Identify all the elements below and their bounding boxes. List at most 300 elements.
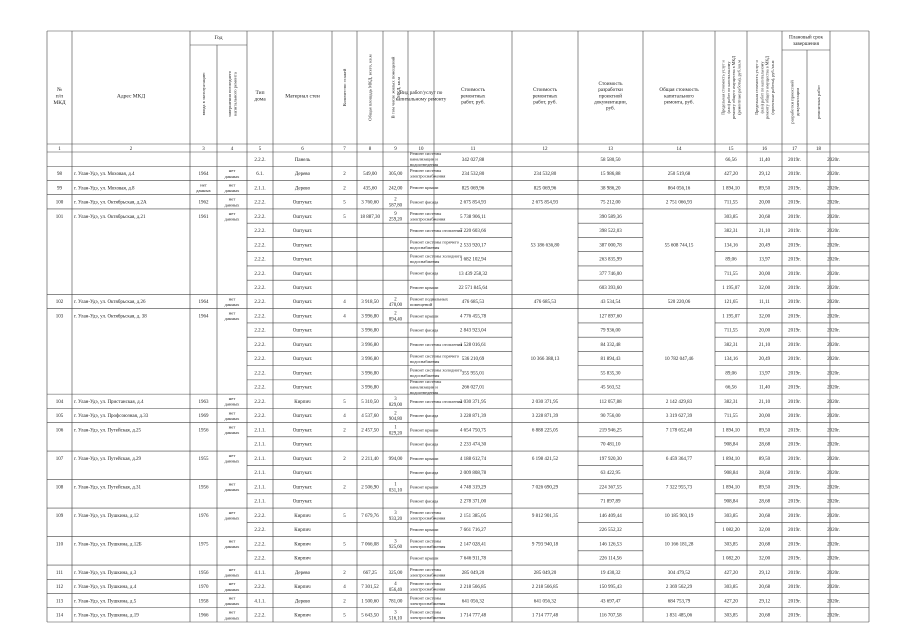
- row-year-built: 1956: [198, 570, 209, 576]
- row-year-repair: нет данных: [224, 595, 240, 607]
- row-address: г. Улан-Удэ, ул. Пушкина, д.19: [74, 613, 139, 619]
- row-area: 3 996,80: [361, 385, 379, 391]
- row-cost: 1 714 777,48: [459, 613, 487, 619]
- row-deadline-repair: 2020г.: [827, 442, 840, 448]
- row-area: 5 643,50: [361, 613, 379, 619]
- row-wall: Оштукат.: [292, 428, 313, 434]
- row-year-repair: нет данных: [224, 609, 240, 621]
- row-limit-project: 20,00: [758, 328, 771, 334]
- row-deadline-repair: 2020г.: [827, 200, 840, 206]
- row-living-area: 994,00: [388, 456, 403, 462]
- row-work-type: Ремонт системы горячего водоснабжения: [410, 239, 459, 250]
- row-floors: 2: [343, 186, 346, 192]
- row-area: 7 679,76: [361, 513, 379, 519]
- column-number: 1: [58, 147, 61, 152]
- row-area: 2 506,90: [361, 485, 379, 491]
- row-house-type: 2.2.2.: [254, 271, 266, 277]
- row-limit-project: 20,68: [758, 513, 771, 519]
- row-floors: 5: [343, 542, 346, 548]
- row-limit-repair: 1 894,10: [722, 186, 740, 192]
- row-work-type: Ремонт системы электроснабжения: [410, 609, 446, 621]
- header-year-repair-line: капитального ремонта: [232, 72, 238, 116]
- row-work-type: Ремонт фасада: [410, 441, 439, 447]
- row-wall: Оштукат.: [292, 342, 313, 348]
- row-address: г. Улан-Удэ, ул. Профсоюзная, д.33: [74, 414, 149, 420]
- row-area: 7 301,52: [361, 585, 379, 591]
- row-limit-project: 89,50: [758, 485, 771, 491]
- row-deadline-project: 2019г.: [788, 200, 801, 206]
- row-cost: 2 151 385,05: [459, 513, 487, 519]
- header-deadline-project-line: документации: [794, 88, 800, 116]
- row-work-type: Ремонт системы холодного водоснабжения: [410, 253, 462, 265]
- row-project-cost: 15 986,88: [600, 172, 621, 178]
- row-work-type: Ремонт крыши: [410, 427, 439, 433]
- row-number: 113: [55, 599, 64, 605]
- row-overall: 2 142 429,83: [665, 399, 693, 405]
- row-year-built: 1975: [198, 542, 209, 548]
- row-limit-repair: 303,85: [724, 585, 738, 591]
- row-number: 114: [55, 613, 64, 619]
- row-project-cost: 146 126,53: [599, 542, 622, 548]
- row-cost: 536 210,69: [461, 357, 485, 363]
- row-year-built: 1963: [198, 399, 209, 405]
- row-cost-total: 6 888 225,05: [531, 428, 559, 434]
- row-house-type: 2.2.2.: [254, 286, 266, 292]
- header-limit-project-line: (или) работ по капитальному: [759, 61, 765, 114]
- row-living-area: 3 516,10: [388, 610, 403, 622]
- row-deadline-repair: 2020г.: [827, 243, 840, 249]
- header-cost-total: Стоимость ремонтных работ, руб.: [532, 87, 558, 106]
- row-limit-repair: 427,20: [724, 172, 738, 178]
- row-year-built: 1956: [198, 428, 209, 434]
- row-number: 111: [55, 570, 64, 576]
- row-overall: 304 479,52: [667, 570, 691, 576]
- row-year-built: 1976: [198, 513, 209, 519]
- header-wall: Материал стен: [285, 93, 320, 100]
- row-cost: 355 955,01: [461, 371, 485, 377]
- row-limit-repair: 303,85: [724, 542, 738, 548]
- header-year-repair-line: завершения последнего: [226, 70, 232, 118]
- row-cost-total: 2 030 371,95: [531, 399, 559, 405]
- header-living-area: [390, 56, 402, 118]
- row-area: 4 537,60: [361, 414, 379, 420]
- row-overall: 684 753,79: [667, 599, 691, 605]
- row-limit-repair: 1 894,10: [722, 428, 740, 434]
- row-wall: Панель: [294, 157, 311, 163]
- row-work-type: Ремонт крыши: [410, 526, 439, 532]
- row-number: 102: [55, 300, 64, 306]
- row-limit-repair: 382,31: [724, 399, 738, 405]
- row-house-type: 2.2.2.: [254, 371, 266, 377]
- row-limit-project: 20,68: [758, 585, 771, 591]
- row-number: 99: [57, 186, 62, 192]
- row-cost: 342 027,88: [461, 157, 485, 163]
- row-year-repair: нет данных: [224, 210, 240, 222]
- row-area: 549,00: [363, 172, 377, 178]
- row-house-type: 2.1.1.: [254, 456, 266, 462]
- row-deadline-project: 2019г.: [788, 172, 801, 178]
- row-floors: 2: [343, 428, 346, 434]
- row-limit-project: 28,68: [758, 471, 771, 477]
- row-area: 7 066,08: [361, 542, 379, 548]
- row-deadline-project: 2019г.: [788, 556, 801, 562]
- row-number: 110: [55, 542, 64, 548]
- row-work-type: Ремонт системы канализации и водоотведения: [410, 151, 442, 168]
- row-deadline-repair: 2020г.: [827, 328, 840, 334]
- row-wall: Оштукат.: [292, 257, 313, 263]
- column-number: 2: [129, 147, 133, 152]
- row-address: г. Улан-Удэ, ул. Октябрьская, д. 38: [74, 314, 147, 320]
- row-deadline-repair: 2020г.: [827, 186, 840, 192]
- row-address: г. Улан-Удэ, ул. Октябрьская, д.26: [74, 300, 146, 306]
- row-work-type: Ремонт системы электроснабжения: [410, 510, 446, 521]
- row-cost: 234 532,80: [461, 172, 485, 178]
- header-year-built-line: ввода в эксплуатацию: [201, 72, 207, 116]
- row-limit-project: 29,12: [758, 172, 771, 178]
- row-house-type: 4.1.1.: [254, 599, 266, 605]
- row-deadline-project: 2019г.: [788, 357, 801, 363]
- row-cost-total: 825 069,96: [533, 186, 557, 192]
- row-overall: 10 166 181,28: [664, 542, 694, 548]
- row-floors: 2: [343, 485, 346, 491]
- header-project-cost: Стоимость разработки проектной документации, руб.: [594, 80, 627, 112]
- row-work-type: Ремонт системы электроснабжения: [410, 538, 446, 549]
- row-project-cost: 75 212,00: [600, 200, 621, 206]
- row-address: г. Улан-Удэ, ул. Пушкина, д.12Б: [74, 542, 142, 548]
- row-cost: 13 439 258,32: [458, 271, 488, 277]
- row-wall: Оштукат.: [292, 243, 313, 249]
- row-deadline-project: 2019г.: [788, 414, 801, 420]
- row-overall: 7 178 652,40: [665, 428, 693, 434]
- row-work-type: Ремонт фасада: [410, 327, 439, 333]
- row-address: г. Улан-Удэ, ул. Октябрьская, д.21: [74, 214, 146, 220]
- row-house-type: 2.2.2.: [254, 513, 266, 519]
- row-limit-repair: 711,55: [724, 328, 738, 334]
- row-year-built: нет данных: [196, 182, 211, 194]
- row-deadline-repair: 2020г.: [827, 613, 840, 619]
- row-deadline-project: 2019г.: [788, 157, 801, 163]
- row-cost: 2 233 474,30: [459, 442, 487, 448]
- row-work-type: Ремонт фасада: [410, 413, 439, 419]
- header-limit-repair-line: ремонту общего имущества в МКД: [731, 56, 737, 119]
- row-project-cost: 150 995,43: [599, 585, 622, 591]
- row-limit-project: 20,68: [758, 613, 771, 619]
- row-address: г. Улан-Удэ, ул. Пушкина, д.12: [74, 513, 139, 519]
- row-year-repair: нет данных: [224, 168, 240, 179]
- row-limit-repair: 908,84: [724, 442, 738, 448]
- row-house-type: 2.2.2.: [254, 357, 266, 363]
- row-project-cost: 116 707,58: [599, 613, 622, 619]
- row-wall: Кирпич: [294, 585, 311, 591]
- row-house-type: 2.2.2.: [254, 542, 266, 548]
- row-deadline-project: 2019г.: [788, 342, 801, 348]
- row-project-cost: 224 367,55: [599, 485, 622, 491]
- row-floors: 5: [343, 200, 346, 206]
- row-year-built: 1970: [198, 585, 209, 591]
- row-deadline-repair: 2020г.: [827, 271, 840, 277]
- row-limit-project: 21,10: [758, 399, 771, 405]
- row-address: г. Улан-Удэ, ул. Октябрьская, д.2А: [74, 200, 147, 206]
- row-house-type: 2.2.2.: [254, 528, 266, 534]
- row-project-cost: 146 409,44: [599, 513, 622, 519]
- row-deadline-repair: 2020г.: [827, 157, 840, 163]
- row-limit-project: 21,10: [758, 229, 771, 235]
- row-area: 3 918,50: [361, 300, 379, 306]
- row-cost: 285 049,20: [461, 570, 485, 576]
- row-project-cost: 603 393,60: [599, 286, 622, 292]
- row-floors: 2: [343, 570, 346, 576]
- row-limit-repair: 1 195,07: [722, 286, 740, 292]
- row-deadline-project: 2019г.: [788, 371, 801, 377]
- column-number: 17: [792, 147, 797, 152]
- row-work-type: Ремонт системы канализации и водоотведения: [410, 379, 442, 396]
- row-cost-total: 2 675 854,93: [531, 200, 559, 206]
- row-work-type: Ремонт крыши: [410, 185, 439, 191]
- row-house-type: 4.1.1.: [254, 570, 266, 576]
- row-limit-project: 89,50: [758, 428, 771, 434]
- row-wall: Оштукат.: [292, 200, 313, 206]
- row-cost: 266 027,01: [461, 385, 485, 391]
- row-wall: Оштукат.: [292, 214, 313, 220]
- row-work-type: Ремонт системы электроснабжения: [410, 581, 446, 592]
- row-house-type: 2.1.1.: [254, 442, 266, 448]
- row-project-cost: 127 897,60: [599, 314, 622, 320]
- column-number: 16: [762, 147, 767, 152]
- row-work-type: Ремонт системы электроснабжения: [410, 210, 446, 222]
- row-work-type: Ремонт крыши: [410, 555, 439, 561]
- row-area: 2 457,50: [361, 428, 379, 434]
- row-cost-total: 2 218 566,85: [531, 585, 559, 591]
- row-wall: Оштукат.: [292, 471, 313, 477]
- header-year: Год: [214, 35, 223, 41]
- row-deadline-project: 2019г.: [788, 243, 801, 249]
- row-living-area: 242,00: [388, 186, 403, 192]
- column-number: 4: [230, 147, 234, 152]
- row-area: 5 310,50: [361, 399, 379, 405]
- row-wall: Кирпич: [294, 399, 311, 405]
- row-wall: Оштукат.: [292, 300, 313, 306]
- row-work-type: Ремонт системы электроснабжения: [410, 168, 446, 179]
- row-address: г. Улан-Удэ, ул. Моховая, д.4: [74, 172, 135, 178]
- row-deadline-repair: 2020г.: [827, 314, 840, 320]
- row-area: 3 996,80: [361, 342, 379, 348]
- row-wall: Оштукат.: [292, 328, 313, 334]
- row-cost: 7 661 716,27: [459, 528, 487, 534]
- row-house-type: 2.2.2.: [254, 399, 266, 405]
- table-grid: [47, 31, 869, 622]
- row-wall: Оштукат.: [292, 371, 313, 377]
- row-year-built: 1958: [198, 599, 209, 605]
- row-project-cost: 70 481,10: [600, 442, 621, 448]
- row-house-type: 2.2.2.: [254, 385, 266, 391]
- row-year-built: 1961: [198, 214, 209, 220]
- row-project-cost: 398 522,03: [599, 229, 622, 235]
- row-deadline-repair: 2020г.: [827, 172, 840, 178]
- row-house-type: 2.2.2.: [254, 314, 266, 320]
- row-limit-project: 21,10: [758, 342, 771, 348]
- row-area: 1 500,60: [361, 599, 379, 605]
- row-project-cost: 377 746,00: [599, 271, 622, 277]
- header-limit-project-line: (проектные работы), руб./кв.м: [769, 60, 775, 115]
- row-project-cost: 71 897,89: [600, 499, 621, 505]
- row-limit-repair: 1 082,20: [722, 556, 740, 562]
- row-deadline-project: 2019г.: [788, 585, 801, 591]
- row-limit-project: 20,68: [758, 542, 771, 548]
- header-year-repair: [227, 70, 238, 117]
- column-number: 18: [816, 147, 821, 152]
- row-area: 18 887,30: [360, 214, 380, 220]
- row-deadline-project: 2019г.: [788, 456, 801, 462]
- row-floors: 4: [343, 414, 346, 420]
- row-project-cost: 84 332,48: [600, 342, 621, 348]
- row-deadline-repair: 2020г.: [827, 257, 840, 263]
- row-cost-total: 3 228 871,39: [531, 414, 559, 420]
- row-limit-repair: 711,55: [724, 200, 738, 206]
- row-deadline-project: 2019г.: [788, 300, 801, 306]
- row-number: 103: [55, 314, 64, 320]
- row-deadline-project: 2019г.: [788, 442, 801, 448]
- row-living-area: 305,00: [388, 172, 403, 178]
- row-house-type: 2.2.2.: [254, 214, 266, 220]
- row-limit-repair: 66,56: [725, 385, 737, 391]
- row-living-area: 3 829,00: [388, 397, 403, 408]
- row-deadline-repair: 2020г.: [827, 513, 840, 519]
- row-wall: Оштукат.: [292, 357, 313, 363]
- row-cost: 4 748 319,29: [459, 485, 487, 491]
- column-number: 12: [542, 147, 548, 152]
- row-cost-total: 7 026 690,29: [531, 485, 559, 491]
- row-limit-project: 11,11: [759, 300, 770, 306]
- row-floors: 4: [343, 300, 346, 306]
- row-house-type: 2.2.2.: [254, 585, 266, 591]
- row-overall: 520 220,06: [667, 300, 691, 306]
- row-address: г. Улан-Удэ, ул. Путейская, д.29: [74, 456, 142, 462]
- row-living-area: 2 894,40: [388, 311, 403, 323]
- row-deadline-repair: 2020г.: [827, 428, 840, 434]
- row-limit-project: 20,00: [758, 414, 771, 420]
- row-limit-project: 32,00: [758, 314, 771, 320]
- column-number: 11: [470, 147, 476, 152]
- header-work-type: Вид работ/услуг по капитальному ремонту: [395, 90, 447, 103]
- row-cost: 4 776 455,78: [459, 314, 487, 320]
- row-living-area: 1 031,10: [388, 482, 403, 494]
- row-house-type: 2.2.2.: [254, 157, 266, 163]
- row-year-repair: нет данных: [224, 424, 240, 436]
- row-deadline-project: 2019г.: [788, 528, 801, 534]
- row-cost-total: 53 186 636,80: [530, 243, 560, 249]
- row-work-type: Ремонт системы электроснабжения: [410, 595, 446, 606]
- row-overall: 1 831 485,06: [665, 613, 693, 619]
- row-number: 112: [55, 585, 64, 591]
- header-deadline-project: [789, 80, 800, 124]
- column-number: 15: [728, 147, 734, 152]
- row-overall: 2 369 562,29: [665, 585, 693, 591]
- row-area: 3 996,80: [361, 314, 379, 320]
- row-cost: 3 228 871,39: [459, 414, 487, 420]
- row-work-type: Ремонт фасада: [410, 199, 439, 205]
- row-cost-total: 9 793 940,18: [531, 542, 559, 548]
- row-year-repair: нет данных: [224, 296, 240, 307]
- row-limit-repair: 303,85: [724, 613, 738, 619]
- row-cost: 2 675 854,93: [459, 200, 487, 206]
- row-work-type: Ремонт подвальных помещений: [410, 296, 448, 307]
- row-wall: Кирпич: [294, 542, 311, 548]
- row-limit-repair: 134,16: [724, 243, 738, 249]
- row-floors: 5: [343, 399, 346, 405]
- column-number: 7: [343, 147, 346, 152]
- row-work-type: Ремонт крыши: [410, 284, 439, 290]
- row-deadline-project: 2019г.: [788, 499, 801, 505]
- row-deadline-repair: 2020г.: [827, 556, 840, 562]
- row-deadline-repair: 2020г.: [827, 499, 840, 505]
- row-deadline-repair: 2020г.: [827, 214, 840, 220]
- header-area: [368, 54, 374, 120]
- row-deadline-project: 2019г.: [788, 271, 801, 277]
- row-number: 108: [55, 485, 64, 491]
- row-number: 105: [55, 414, 64, 420]
- header-limit-repair-line: Предельная стоимость услуг и: [720, 60, 726, 115]
- row-house-type: 2.2.2.: [254, 229, 266, 235]
- row-project-cost: 197 920,30: [599, 456, 622, 462]
- row-living-area: 2 478,00: [388, 297, 403, 309]
- row-limit-project: 11,40: [758, 157, 771, 163]
- row-limit-repair: 89,06: [725, 371, 737, 377]
- row-living-area: 9 259,20: [388, 211, 403, 223]
- row-house-type: 2.1.1.: [254, 485, 266, 491]
- row-work-type: Ремонт системы отопления: [410, 227, 463, 233]
- row-limit-project: 32,00: [758, 286, 771, 292]
- row-year-built: 1962: [198, 200, 209, 206]
- row-wall: Оштукат.: [292, 385, 313, 391]
- row-deadline-repair: 2020г.: [827, 399, 840, 405]
- row-project-cost: 219 946,25: [599, 428, 622, 434]
- row-limit-project: 13,97: [758, 371, 771, 377]
- row-limit-repair: 908,84: [724, 499, 738, 505]
- row-house-type: 2.2.2.: [254, 257, 266, 263]
- row-wall: Кирпич: [294, 556, 311, 562]
- row-year-repair: нет данных: [224, 509, 240, 521]
- row-limit-project: 20,49: [758, 357, 771, 363]
- row-deadline-project: 2019г.: [788, 428, 801, 434]
- row-wall: Оштукат.: [292, 271, 313, 277]
- row-project-cost: 390 589,36: [599, 214, 622, 220]
- row-cost: 1 528 016,61: [459, 342, 487, 348]
- row-limit-project: 20,00: [758, 271, 771, 277]
- header-year-built: [201, 72, 206, 115]
- row-deadline-project: 2019г.: [788, 314, 801, 320]
- row-project-cost: 45 563,52: [600, 385, 621, 391]
- row-limit-repair: 134,16: [724, 357, 738, 363]
- row-wall: Дерево: [294, 599, 311, 605]
- column-number: 8: [368, 147, 372, 152]
- row-overall: 6 459 364,77: [665, 456, 693, 462]
- row-project-cost: 387 000,78: [599, 243, 622, 249]
- row-work-type: Ремонт крыши: [410, 455, 439, 461]
- row-deadline-repair: 2020г.: [827, 585, 840, 591]
- header-living-area-line: МКД, кв.м: [395, 76, 401, 99]
- row-cost-total: 641 056,32: [533, 599, 557, 605]
- row-address: г. Улан-Удэ, ул. Путейская, д.25: [74, 428, 142, 434]
- row-wall: Кирпич: [294, 513, 311, 519]
- header-floors-line: Количество этажей: [342, 68, 348, 107]
- row-limit-project: 20,49: [758, 243, 771, 249]
- row-house-type: 2.2.2.: [254, 613, 266, 619]
- row-cost-total: 1 714 777,48: [531, 613, 559, 619]
- row-number: 107: [55, 456, 64, 462]
- row-year-built: 1964: [198, 300, 209, 306]
- row-deadline-project: 2019г.: [788, 513, 801, 519]
- row-house-type: 2.2.2.: [254, 300, 266, 306]
